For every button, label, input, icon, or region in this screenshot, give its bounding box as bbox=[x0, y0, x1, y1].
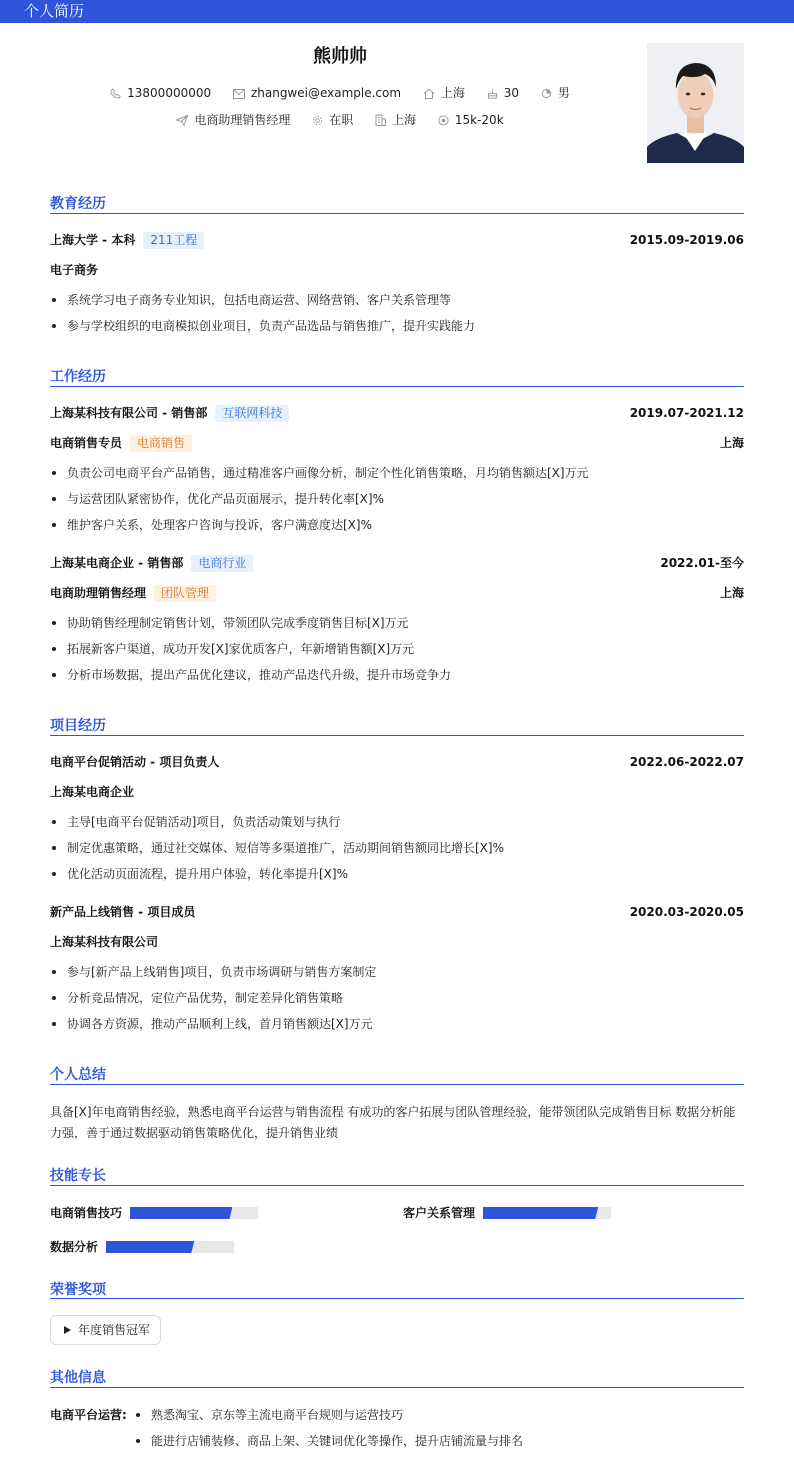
list-item: 与运营团队紧密协作，优化产品页面展示，提升转化率[X]% bbox=[52, 491, 384, 507]
skill-name: 电商销售技巧 bbox=[50, 1206, 123, 1220]
phone-item: 13800000000 bbox=[110, 86, 211, 100]
skill-bar bbox=[130, 1207, 258, 1219]
contact-info-row bbox=[50, 84, 630, 101]
section-divider bbox=[50, 1185, 744, 1186]
industry-tag: 电商行业 bbox=[191, 555, 253, 572]
section-divider bbox=[50, 386, 744, 387]
profile-photo bbox=[647, 43, 744, 163]
list-item: 制定优惠策略，通过社交媒体、短信等多渠道推广，活动期间销售额同比增长[X]% bbox=[52, 840, 504, 856]
project-name: 新产品上线销售 - 项目成员 bbox=[50, 905, 196, 919]
skill-bar bbox=[106, 1241, 234, 1253]
award-toggle-button[interactable] bbox=[50, 1315, 161, 1345]
section-divider bbox=[50, 1387, 744, 1388]
resume-title: 个人简历 bbox=[24, 2, 85, 20]
status-item: 在职 bbox=[312, 111, 353, 128]
list-item: 分析市场数据，提出产品优化建议，推动产品迭代升级，提升市场竞争力 bbox=[52, 667, 451, 683]
salary-item: 15k-20k bbox=[438, 113, 504, 127]
list-item: 系统学习电子商务专业知识，包括电商运营、网络营销、客户关系管理等 bbox=[52, 292, 451, 308]
list-item: 维护客户关系，处理客户咨询与投诉，客户满意度达[X]% bbox=[52, 517, 372, 533]
list-item: 协调各方资源，推动产品顺利上线，首月销售额达[X]万元 bbox=[52, 1016, 373, 1032]
education-entry-header bbox=[50, 232, 744, 249]
project-entry-header bbox=[50, 754, 744, 770]
skill-name: 数据分析 bbox=[50, 1240, 99, 1254]
section-title-work: 工作经历 bbox=[50, 369, 106, 385]
position-item: 电商助理销售经理 bbox=[176, 111, 290, 128]
project-entry-header bbox=[50, 904, 744, 920]
skill-bar-fill bbox=[483, 1207, 598, 1219]
send-icon bbox=[176, 115, 188, 126]
school-tag: 211工程 bbox=[143, 232, 204, 249]
project-org: 上海某电商企业 bbox=[50, 785, 135, 799]
section-title-other: 其他信息 bbox=[50, 1370, 106, 1386]
section-divider bbox=[50, 735, 744, 736]
profile-name: 熊帅帅 bbox=[313, 46, 367, 67]
award-label: 年度销售冠军 bbox=[78, 1323, 151, 1337]
company-name: 上海某科技有限公司 - 销售部 bbox=[50, 406, 208, 420]
section-title-summary: 个人总结 bbox=[50, 1067, 106, 1083]
phone-icon bbox=[110, 88, 121, 99]
other-info-label: 电商平台运营: bbox=[50, 1408, 127, 1422]
work-title-row bbox=[50, 435, 744, 452]
city-item: 上海 bbox=[375, 111, 416, 128]
job-title: 电商助理销售经理 bbox=[50, 586, 147, 600]
list-item: 分析竞品情况，定位产品优势，制定差异化销售策略 bbox=[52, 990, 343, 1006]
email-item: zhangwei@example.com bbox=[233, 86, 401, 100]
list-item: 熟悉淘宝、京东等主流电商平台规则与运营技巧 bbox=[136, 1407, 403, 1423]
work-date: 2022.01-至今 bbox=[660, 556, 744, 570]
building-icon bbox=[375, 114, 386, 126]
industry-tag: 互联网科技 bbox=[215, 405, 289, 422]
work-title-row bbox=[50, 585, 744, 602]
work-location: 上海 bbox=[719, 436, 744, 450]
caret-right-icon bbox=[64, 1326, 71, 1334]
top-bar bbox=[0, 0, 794, 23]
mail-icon bbox=[233, 89, 245, 99]
section-divider bbox=[50, 1298, 744, 1299]
project-date: 2022.06-2022.07 bbox=[629, 755, 744, 769]
section-title-skills: 技能专长 bbox=[50, 1168, 106, 1184]
skill-bar-fill bbox=[106, 1241, 194, 1253]
role-tag: 团队管理 bbox=[154, 585, 216, 602]
company-name: 上海某电商企业 - 销售部 bbox=[50, 556, 184, 570]
gender-item: 男 bbox=[541, 84, 570, 101]
project-org: 上海某科技有限公司 bbox=[50, 935, 159, 949]
cake-icon bbox=[487, 88, 498, 99]
job-info-row bbox=[50, 111, 630, 128]
gear-icon bbox=[312, 115, 323, 126]
location-item: 上海 bbox=[423, 84, 465, 101]
home-icon bbox=[423, 88, 435, 99]
list-item: 能进行店铺装修、商品上架、关键词优化等操作，提升店铺流量与排名 bbox=[136, 1433, 523, 1449]
section-divider bbox=[50, 213, 744, 214]
skill-bar bbox=[483, 1207, 611, 1219]
work-entry-header bbox=[50, 405, 744, 422]
project-name: 电商平台促销活动 - 项目负责人 bbox=[50, 755, 220, 769]
education-major: 电子商务 bbox=[50, 263, 99, 277]
list-item: 拓展新客户渠道，成功开发[X]家优质客户，年新增销售额[X]万元 bbox=[52, 641, 414, 657]
job-title: 电商销售专员 bbox=[50, 436, 123, 450]
role-tag: 电商销售 bbox=[130, 435, 192, 452]
education-date: 2015.09-2019.06 bbox=[629, 233, 744, 247]
age-item: 30 bbox=[487, 86, 519, 100]
skill-name: 客户关系管理 bbox=[403, 1206, 476, 1220]
project-date: 2020.03-2020.05 bbox=[629, 905, 744, 919]
skill-bar-fill bbox=[130, 1207, 232, 1219]
work-location: 上海 bbox=[719, 586, 744, 600]
work-entry-header bbox=[50, 555, 744, 572]
section-title-projects: 项目经历 bbox=[50, 718, 106, 734]
school-name: 上海大学 - 本科 bbox=[50, 233, 136, 247]
section-title-honors: 荣誉奖项 bbox=[50, 1282, 106, 1298]
list-item: 参与[新产品上线销售]项目，负责市场调研与销售方案制定 bbox=[52, 964, 376, 980]
list-item: 主导[电商平台促销活动]项目，负责活动策划与执行 bbox=[52, 814, 340, 830]
coin-icon bbox=[438, 115, 449, 126]
gender-icon bbox=[541, 88, 552, 99]
list-item: 负责公司电商平台产品销售，通过精准客户画像分析，制定个性化销售策略，月均销售额达[X]万元 bbox=[52, 465, 589, 481]
section-title-education: 教育经历 bbox=[50, 196, 106, 212]
section-divider bbox=[50, 1084, 744, 1085]
list-item: 协助销售经理制定销售计划，带领团队完成季度销售目标[X]万元 bbox=[52, 615, 409, 631]
list-item: 优化活动页面流程，提升用户体验，转化率提升[X]% bbox=[52, 866, 348, 882]
work-date: 2019.07-2021.12 bbox=[629, 406, 744, 420]
list-item: 参与学校组织的电商模拟创业项目，负责产品选品与销售推广，提升实践能力 bbox=[52, 318, 475, 334]
summary-text: 具备[X]年电商销售经验，熟悉电商平台运营与销售流程 有成功的客户拓展与团队管理经验，能带领团队完成销售目标 数据分析能力强，善于通过数据驱动销售策略优化，提升销售业绩 bbox=[50, 1105, 736, 1140]
